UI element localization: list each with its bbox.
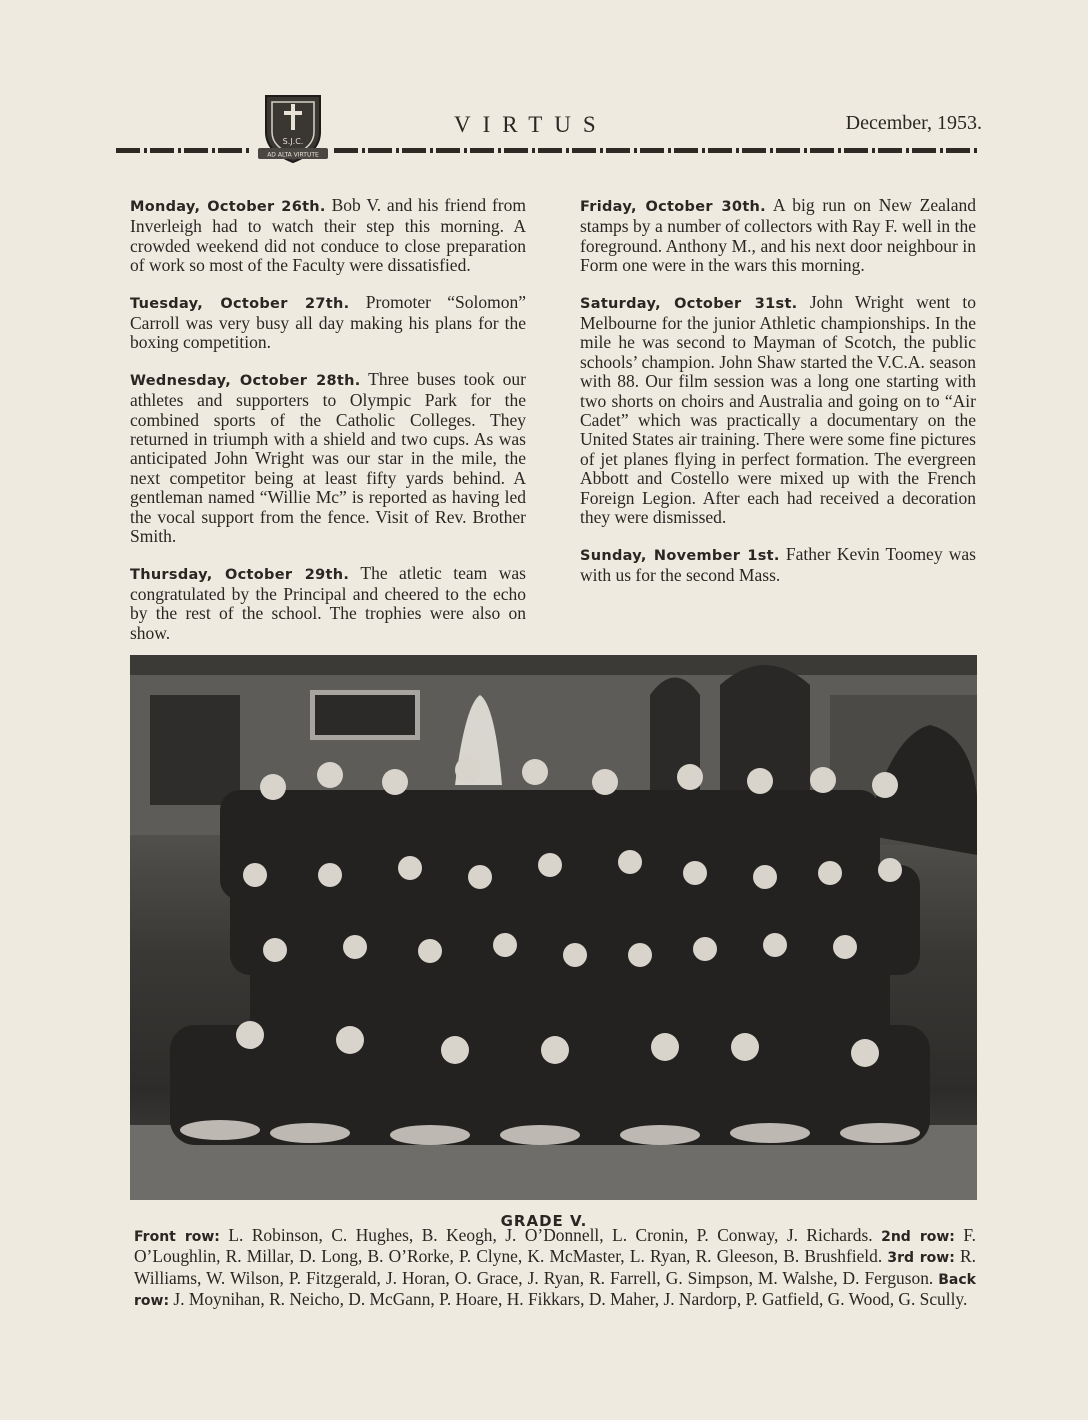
diary-entry xyxy=(130,293,526,353)
entry-date: Friday, October 30th. xyxy=(580,199,766,215)
caption-row-names: R. Williams, W. Wilson, P. Fitzgerald, J. Horan, O. Grace, J. Ryan, R. Farrell, G. Simpson, M. Walshe, D. Ferguson. xyxy=(134,1246,976,1288)
caption-row-names: J. Moynihan, R. Neicho, D. McGann, P. Hoare, H. Fikkars, D. Maher, J. Nardorp, P. Gatfield, G. Wood, G. Scully. xyxy=(173,1289,968,1310)
caption-row-names: L. Robinson, C. Hughes, B. Keogh, J. O’Donnell, L. Cronin, P. Conway, J. Richards. xyxy=(228,1225,873,1245)
caption-row-label: Front row: xyxy=(134,1229,220,1245)
caption-row-label: 3rd row: xyxy=(887,1250,955,1267)
caption-row-label: 2nd row: xyxy=(881,1229,955,1245)
entry-date: Sunday, November 1st. xyxy=(580,547,780,564)
entry-text: John Wright went to Melbourne for the junior Athletic championships. In the mile he was second to Mayman of Scotch, the public schools’ champion. John Shaw started the V.C.A. season with 88. Our film session was a long one starting with two shorts on choirs and Australia and going on to “Air Cadet” which was practically a documentary on the United States air training. There were some fine pictures of jet planes flying in perfect formation. The evergreen Abbott and Costello were mixed up with the French Foreign Legion. After each had received a decoration they were dismissed. xyxy=(580,291,977,528)
diary-entry xyxy=(130,370,526,547)
entry-text: Father Kevin Toomey was with us for the second Mass. xyxy=(580,543,976,585)
diary-column-right xyxy=(580,196,976,602)
photo-caption xyxy=(134,1226,976,1312)
entry-date: Monday, October 26th. xyxy=(130,199,326,215)
entry-text: Bob V. and his friend from Inverleigh had to watch their step this morning. A crowded weekend did not conduce to close preparation of work so most of the Faculty were dissatisfied. xyxy=(130,195,526,276)
diary-entry xyxy=(130,564,526,644)
diary-entry xyxy=(130,196,526,276)
magazine-title: VIRTUS xyxy=(454,112,608,137)
entry-date: Saturday, October 31st. xyxy=(580,295,798,312)
entry-text: The atletic team was congratulated by the Principal and cheered to the echo by the rest of the school. The trophies were also on show. xyxy=(130,562,526,643)
entry-date: Thursday, October 29th. xyxy=(130,566,350,583)
caption-row-label: Back row: xyxy=(134,1271,976,1310)
school-crest-logo xyxy=(256,92,330,166)
class-photograph xyxy=(130,655,977,1200)
issue-date: December, 1953. xyxy=(845,112,982,134)
entry-date: Wednesday, October 28th. xyxy=(130,372,361,389)
diary-entry xyxy=(580,293,976,528)
crest-initials: S.J.C. xyxy=(282,137,304,146)
diary-entry xyxy=(580,196,976,276)
crest-motto: AD ALTA VIRTUTE xyxy=(267,151,319,159)
header-rule-right xyxy=(334,148,978,153)
entry-date: Tuesday, October 27th. xyxy=(130,295,350,312)
caption-row-names: F. O’Loughlin, R. Millar, D. Long, B. O’Rorke, P. Clyne, K. McMaster, L. Ryan, R. Gleeson, B. Brushfield. xyxy=(134,1225,976,1267)
entry-text: Three buses took our athletes and supporters to Olympic Park for the combined sports of the Catholic Colleges. They returned in triumph with a shield and two cups. As was anticipated John Wright was our star in the mile, the next competitor being at least fifty yards behind. A gentleman named “Willie Mc” is reported as having led the vocal support from the fence. Visit of Rev. Brother Smith. xyxy=(130,368,527,547)
diary-column-left xyxy=(130,196,526,660)
photo-caption-title: GRADE V. xyxy=(500,1212,588,1230)
diary-entry xyxy=(580,545,976,586)
entry-text: A big run on New Zealand stamps by a number of collectors with Ray F. well in the foreground. Anthony M., and his next door neighbour in Form one were in the wars this morning. xyxy=(580,195,976,276)
entry-text: Promoter “Solomon” Carroll was very busy all day making his plans for the boxing competition. xyxy=(130,291,527,353)
header-rule-left xyxy=(116,148,252,153)
